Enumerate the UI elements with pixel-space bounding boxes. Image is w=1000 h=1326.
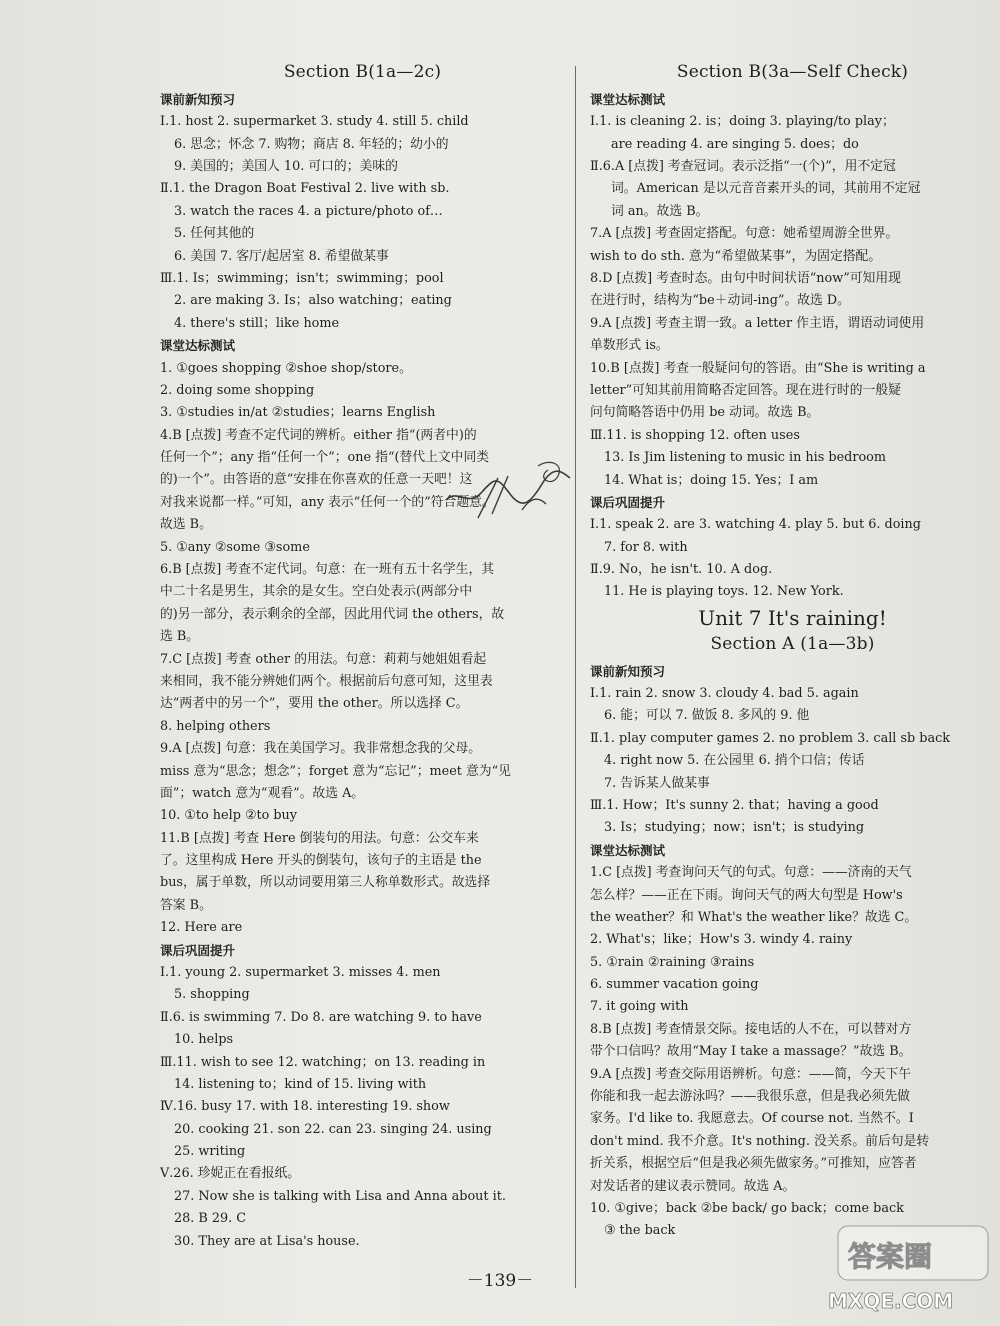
left-line: 10. ①to help ②to buy (160, 808, 298, 824)
right-line: 11. He is playing toys. 12. New York. (604, 584, 844, 600)
unit7-line: the weather？和 What's the weather like？故选 C。 (590, 909, 918, 925)
section-title-left: Section B(1a—2c) (283, 62, 442, 82)
right-line: 7.A [点拨] 考查固定搭配。句意：她希望周游全世界。 (590, 226, 899, 242)
right-line: letter”可知其前用简略否定回答。现在进行时的一般疑 (590, 382, 901, 398)
right-line: 10.B [点拨] 考查一般疑问句的答语。由“She is writing a (590, 360, 926, 376)
left-line: 6. 美国 7. 客厅/起居室 8. 希望做某事 (174, 248, 389, 264)
left-line: 20. cooking 21. son 22. can 23. singing 24. using (174, 1121, 492, 1137)
right-line: 单数形式 is。 (590, 338, 669, 354)
unit7-line: 1.C [点拨] 考查询问天气的句式。句意：——济南的天气 (590, 865, 912, 881)
right-line: Ⅰ.1. speak 2. are 3. watching 4. play 5. but 6. doing (590, 517, 921, 533)
left-line: 来相同，我不能分辨她们两个。根据前后句意可知，这里表 (160, 673, 493, 689)
left-column (160, 58, 565, 1253)
right-line: are reading 4. are singing 5. does；do (611, 136, 859, 152)
left-line: Ⅲ.1. Is；swimming；isn't；swimming；pool (160, 271, 444, 287)
left-line: 5. ①any ②some ③some (160, 539, 310, 555)
left-answer-lines (160, 89, 565, 1253)
unit7-line: 3. Is；studying；now；isn't；is studying (604, 820, 865, 836)
column-divider (575, 66, 576, 1288)
left-subheading: 课前新知预习 (160, 92, 236, 107)
right-line: 8.D [点拨] 考查时态。由句中时间状语“now”可知用现 (590, 271, 901, 287)
unit7-line: 9.A [点拨] 考查交际用语辨析。句意：——简，今天下午 (590, 1066, 912, 1082)
left-subheading: 课堂达标测试 (160, 338, 236, 354)
right-subheading: 课堂达标测试 (590, 92, 666, 107)
unit7-line: 5. ①rain ②raining ③rains (590, 954, 755, 970)
right-line: 9.A [点拨] 考查主谓一致。a letter 作主语，谓语动词使用 (590, 315, 925, 331)
left-line: 9.A [点拨] 句意：我在美国学习。我非常想念我的父母。 (160, 741, 482, 757)
left-line: 选 B。 (160, 629, 200, 645)
left-line: 2. are making 3. Is；also watching；eating (174, 293, 452, 309)
unit7-line: 家务。I'd like to. 我愿意去。Of course not. 当然不。I (590, 1111, 914, 1127)
section-title-unit7: Section A (1a—3b) (710, 633, 875, 654)
right-line: 13. Is Jim listening to music in his bedroom (604, 450, 887, 466)
unit7-line: 10. ①give；back ②be back/ go back；come back (590, 1200, 904, 1216)
left-line: 2. doing some shopping (160, 382, 315, 398)
unit7-line: don't mind. 我不介意。It's nothing. 没关系。前后句是转 (590, 1133, 930, 1149)
left-line: 6.B [点拨] 考查不定代词。句意：在一班有五十名学生，其 (160, 562, 495, 578)
left-line: 的)另一部分，表示剩余的全部，因此用代词 the others，故 (160, 606, 505, 622)
unit7-line: ③ the back (604, 1223, 676, 1239)
right-line: 14. What is；doing 15. Yes；I am (604, 472, 819, 488)
right-answer-lines-a (590, 89, 995, 604)
left-line: 8. helping others (160, 718, 271, 734)
right-line: 在进行时，结构为“be＋动词-ing”。故选 D。 (590, 293, 850, 309)
left-line: 3. watch the races 4. a picture/photo of… (174, 203, 443, 219)
left-line: 25. writing (174, 1144, 246, 1160)
right-subheading: 课后巩固提升 (590, 494, 666, 510)
right-line: Ⅱ.9. No，he isn't. 10. A dog. (590, 562, 773, 578)
left-line: 4.B [点拨] 考查不定代词的辨析。either 指“(两者中)的 (160, 427, 477, 443)
left-line: Ⅱ.1. the Dragon Boat Festival 2. live with sb. (160, 181, 450, 197)
watermark-logo (814, 1224, 994, 1322)
unit7-line: Ⅰ.1. rain 2. snow 3. cloudy 4. bad 5. again (590, 686, 859, 702)
right-line: 7. for 8. with (604, 539, 688, 555)
watermark-url: MXQE.COM (828, 1289, 954, 1313)
handwritten-scribble-mark (438, 448, 578, 528)
left-line: 7.C [点拨] 考查 other 的用法。句意：莉莉与她姐姐看起 (160, 651, 487, 667)
right-line: Ⅱ.6.A [点拨] 考查冠词。表示泛指“一(个)”，用不定冠 (590, 159, 896, 175)
left-line: 5. shopping (174, 987, 250, 1003)
right-line: wish to do sth. 意为“希望做某事”，为固定搭配。 (590, 248, 882, 264)
left-line: 9. 美国的；美国人 10. 可口的；美味的 (174, 159, 398, 175)
left-line: 故选 B。 (160, 517, 212, 533)
left-line: Ⅰ.1. host 2. supermarket 3. study 4. still 5. child (160, 114, 469, 130)
left-line: miss 意为“思念；想念”；forget 意为“忘记”；meet 意为“见 (160, 763, 511, 779)
unit7-line: 折关系，根据空后“但是我必须先做家务。”可推知，应答者 (590, 1156, 917, 1172)
unit7-line: 怎么样？——正在下雨。询问天气的两大句型是 How's (590, 887, 903, 903)
left-line: Ⅴ.26. 珍妮正在看报纸。 (160, 1166, 301, 1182)
right-line: 词 an。故选 B。 (611, 203, 709, 219)
unit7-line: 7. it going with (590, 999, 689, 1015)
right-line: Ⅰ.1. is cleaning 2. is；doing 3. playing/to play； (590, 114, 895, 130)
watermark-brand: 答案圈 (848, 1240, 933, 1273)
left-line: 中二十名是男生，其余的是女生。空白处表示(两部分中 (160, 584, 473, 600)
left-line: 27. Now she is talking with Lisa and Anna about it. (174, 1188, 506, 1204)
unit7-line: 你能和我一起去游泳吗？——我很乐意，但是我必须先做 (590, 1089, 910, 1105)
left-line: 30. They are at Lisa's house. (174, 1233, 360, 1249)
unit7-line: Ⅱ.1. play computer games 2. no problem 3. call sb back (590, 730, 951, 746)
left-line: 了。这里构成 Here 开头的倒装句，该句子的主语是 the (160, 853, 482, 869)
left-line: bus，属于单数，所以动词要用第三人称单数形式。故选择 (160, 875, 491, 891)
page-number: －139－ (466, 1271, 534, 1291)
left-line: Ⅱ.6. is swimming 7. Do 8. are watching 9. to have (160, 1009, 482, 1025)
left-line: 11.B [点拨] 考查 Here 倒装句的用法。句意：公交车来 (160, 830, 479, 846)
unit7-line: 对发话者的建议表示赞同。故选 A。 (590, 1178, 796, 1194)
right-line: 词。American 是以元音音素开头的词，其前用不定冠 (611, 181, 921, 197)
left-line: 5. 任何其他的 (174, 226, 255, 242)
unit7-line: 7. 告诉某人做某事 (604, 775, 710, 791)
left-line: 达“两者中的另一个”，要用 the other。所以选择 C。 (160, 696, 469, 712)
left-line: 对我来说都一样。”可知，any 表示“任何一个的”符合题意。 (160, 494, 495, 510)
left-line: 10. helps (174, 1032, 234, 1048)
unit7-line: 4. right now 5. 在公园里 6. 捎个口信；传话 (604, 753, 865, 769)
right-line: Ⅲ.11. is shopping 12. often uses (590, 427, 800, 443)
left-line: 面”；watch 意为“观看”。故选 A。 (160, 785, 365, 801)
left-line: 14. listening to；kind of 15. living with (174, 1076, 427, 1092)
left-line: Ⅲ.11. wish to see 12. watching；on 13. reading in (160, 1054, 486, 1070)
unit7-line: 6. summer vacation going (590, 977, 759, 993)
unit7-line: 6. 能；可以 7. 做饭 8. 多风的 9. 他 (604, 708, 810, 724)
unit7-line: 带个口信吗？故用“May I take a massage？”故选 B。 (590, 1044, 912, 1060)
left-line: 任何一个”；any 指“任何一个”；one 指“(替代上文中同类 (160, 450, 490, 466)
left-line: 6. 思念；怀念 7. 购物；商店 8. 年轻的；幼小的 (174, 136, 449, 152)
unit7-subheading: 课前新知预习 (590, 663, 666, 679)
unit7-line: 8.B [点拨] 考查情景交际。接电话的人不在，可以替对方 (590, 1021, 912, 1037)
unit7-line: Ⅲ.1. How；It's sunny 2. that；having a good (590, 798, 879, 814)
left-line: 12. Here are (160, 920, 243, 936)
left-subheading: 课后巩固提升 (160, 942, 236, 958)
unit7-subheading: 课堂达标测试 (590, 842, 666, 858)
left-line: Ⅳ.16. busy 17. with 18. interesting 19. show (160, 1099, 450, 1115)
unit-title: Unit 7 It's raining! (698, 605, 887, 630)
left-line: 答案 B。 (160, 897, 212, 913)
left-line: 1. ①goes shopping ②shoe shop/store。 (160, 360, 412, 376)
right-line: 问句简略答语中仍用 be 动词。故选 B。 (590, 405, 820, 421)
section-title-right: Section B(3a—Self Check) (676, 62, 909, 82)
left-line: 3. ①studies in/at ②studies；learns English (160, 405, 436, 421)
left-line: 4. there's still；like home (174, 315, 340, 331)
unit7-line: 2. What's；like；How's 3. windy 4. rainy (590, 932, 853, 948)
right-answer-lines-b (590, 661, 995, 1243)
left-line: 28. B 29. C (174, 1211, 247, 1227)
left-line: Ⅰ.1. young 2. supermarket 3. misses 4. men (160, 964, 441, 980)
right-column (590, 58, 995, 1243)
left-line: 的)一个”。由答语的意“安排在你喜欢的任意一天吧！这 (160, 472, 473, 488)
